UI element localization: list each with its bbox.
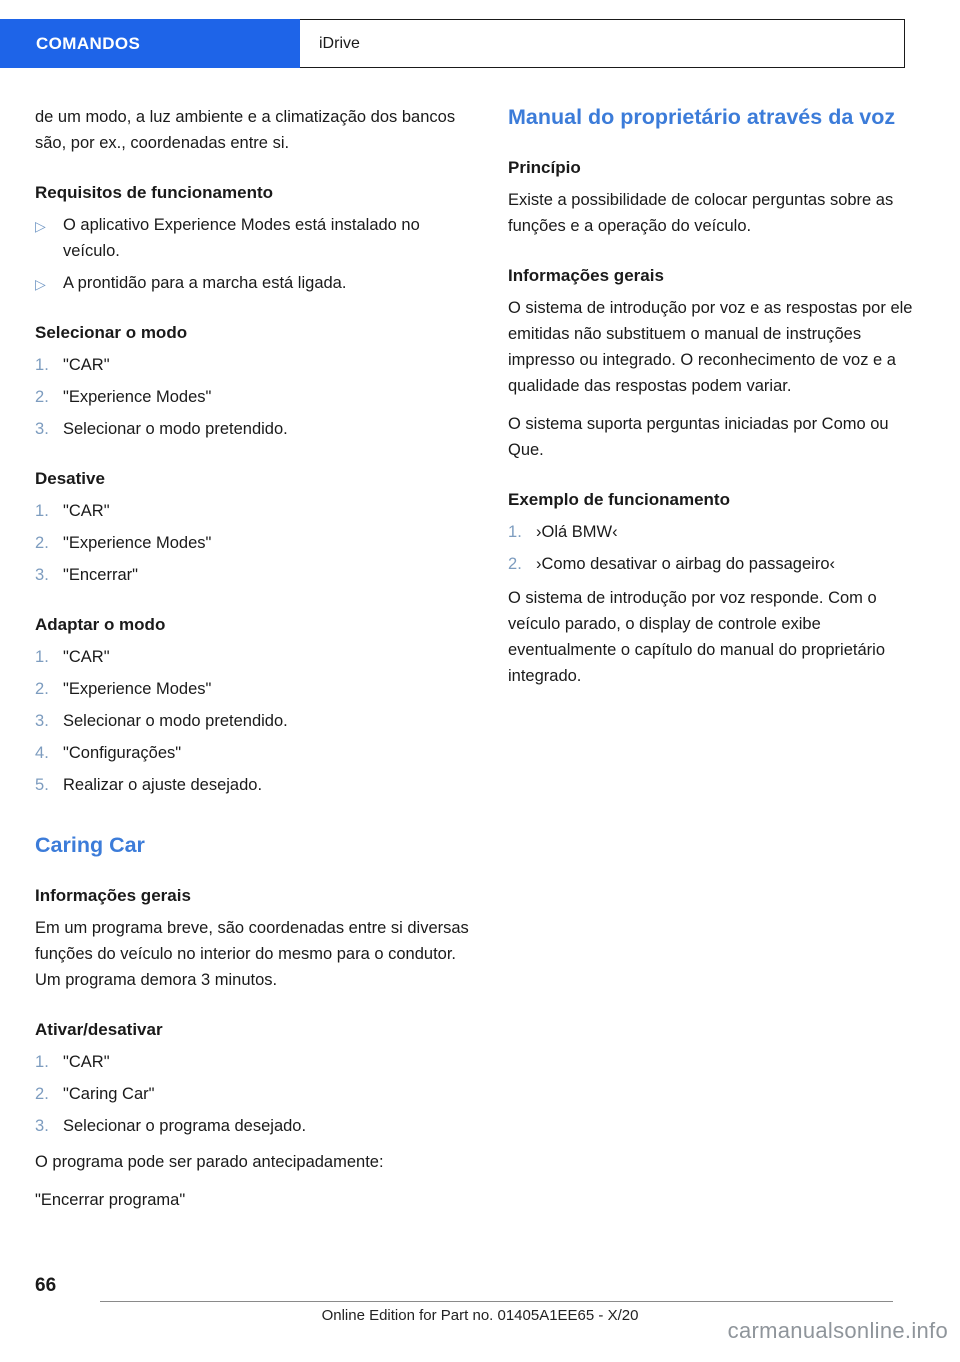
right-column bbox=[508, 104, 925, 1222]
step-item bbox=[35, 1049, 480, 1075]
adaptar-modo-steps bbox=[35, 644, 480, 798]
step-text: "Experience Modes" bbox=[63, 388, 212, 406]
ativar-desativar-steps bbox=[35, 1049, 480, 1139]
step-text: "CAR" bbox=[63, 1053, 110, 1071]
step-text: Selecionar o modo pretendido. bbox=[63, 712, 288, 730]
step-text: "CAR" bbox=[63, 648, 110, 666]
step-item bbox=[35, 352, 480, 378]
step-item bbox=[35, 416, 480, 442]
voz-info-paragraph-1: O sistema de introdução por voz e as respostas por ele emitidas não substituem o manual de instruções impresso ou integrado. O reconhecimento de voz e a qualidade das respostas podem variar. bbox=[508, 299, 913, 395]
step-text: Selecionar o modo pretendido. bbox=[63, 420, 288, 438]
heading-requisitos-funcionamento: Requisitos de funcionamento bbox=[35, 183, 274, 202]
section-tab bbox=[300, 19, 905, 68]
step-item bbox=[35, 740, 480, 766]
caring-stop-paragraph: O programa pode ser parado antecipadamente: bbox=[35, 1153, 384, 1171]
step-item bbox=[508, 551, 925, 577]
heading-exemplo-funcionamento: Exemplo de funcionamento bbox=[508, 490, 730, 509]
step-item bbox=[35, 676, 480, 702]
section-title: iDrive bbox=[319, 34, 360, 52]
heading-selecionar-modo: Selecionar o modo bbox=[35, 323, 188, 342]
heading-caring-informacoes-gerais: Informações gerais bbox=[35, 886, 191, 905]
step-item bbox=[35, 772, 480, 798]
heading-adaptar-modo: Adaptar o modo bbox=[35, 615, 166, 634]
step-text: "Experience Modes" bbox=[63, 680, 212, 698]
step-text: "Configurações" bbox=[63, 744, 182, 762]
page-content bbox=[35, 104, 925, 1222]
voz-info-paragraph-2: O sistema suporta perguntas iniciadas por Como ou Que. bbox=[508, 415, 889, 459]
step-item bbox=[35, 530, 480, 556]
footer-rule bbox=[100, 1301, 893, 1302]
heading-voz-informacoes-gerais: Informações gerais bbox=[508, 266, 664, 285]
heading-desative: Desative bbox=[35, 469, 105, 488]
triangle-bullet-icon: ▷ bbox=[35, 276, 46, 292]
step-text: ›Como desativar o airbag do passageiro‹ bbox=[536, 555, 835, 573]
step-text: "Encerrar" bbox=[63, 566, 138, 584]
left-column bbox=[35, 104, 480, 1222]
caring-stop-command: "Encerrar programa" bbox=[35, 1191, 186, 1209]
step-item bbox=[35, 708, 480, 734]
bullet-text: O aplicativo Experience Modes está instalado no veículo. bbox=[63, 216, 420, 260]
selecionar-modo-steps bbox=[35, 352, 480, 442]
step-item bbox=[35, 562, 480, 588]
chapter-title: COMANDOS bbox=[36, 33, 141, 53]
step-item bbox=[35, 644, 480, 670]
step-item bbox=[508, 519, 925, 545]
triangle-bullet-icon: ▷ bbox=[35, 218, 46, 234]
step-item bbox=[35, 1081, 480, 1107]
principio-paragraph: Existe a possibilidade de colocar perguntas sobre as funções e a operação do veículo. bbox=[508, 191, 894, 235]
voz-response-paragraph: O sistema de introdução por voz responde. Com o veículo parado, o display de controle exibe eventualmente o capítulo do manual do proprietário integrado. bbox=[508, 589, 885, 685]
edition-note: Online Edition for Part no. 01405A1EE65 - X/20 bbox=[321, 1307, 639, 1324]
heading-ativar-desativar: Ativar/desativar bbox=[35, 1020, 163, 1039]
step-text: "Caring Car" bbox=[63, 1085, 155, 1103]
step-text: Realizar o ajuste desejado. bbox=[63, 776, 263, 794]
heading-principio: Princípio bbox=[508, 158, 581, 177]
bullet-item bbox=[35, 270, 480, 296]
desative-steps bbox=[35, 498, 480, 588]
page-number: 66 bbox=[35, 1275, 57, 1296]
section-heading-manual-voz: Manual do proprietário através da voz bbox=[508, 105, 896, 129]
bullet-item bbox=[35, 212, 480, 264]
requisitos-list bbox=[35, 212, 480, 296]
step-text: "Experience Modes" bbox=[63, 534, 212, 552]
section-heading-caring-car: Caring Car bbox=[35, 833, 145, 857]
step-text: ›Olá BMW‹ bbox=[536, 523, 618, 541]
step-text: "CAR" bbox=[63, 356, 110, 374]
chapter-tab bbox=[0, 19, 300, 68]
step-text: "CAR" bbox=[63, 502, 110, 520]
step-item bbox=[35, 1113, 480, 1139]
exemplo-steps bbox=[508, 519, 925, 577]
step-text: Selecionar o programa desejado. bbox=[63, 1117, 307, 1135]
bullet-text: A prontidão para a marcha está ligada. bbox=[63, 274, 347, 292]
caring-info-paragraph: Em um programa breve, são coordenadas entre si diversas funções do veículo no interior do mesmo para o condutor. Um programa demora 3 minutos. bbox=[35, 919, 469, 989]
page-header bbox=[0, 19, 905, 68]
step-item bbox=[35, 498, 480, 524]
intro-paragraph: de um modo, a luz ambiente e a climatização dos bancos são, por ex., coordenadas entre si. bbox=[35, 108, 456, 152]
step-item bbox=[35, 384, 480, 410]
watermark: carmanualsonline.info bbox=[727, 1318, 948, 1343]
